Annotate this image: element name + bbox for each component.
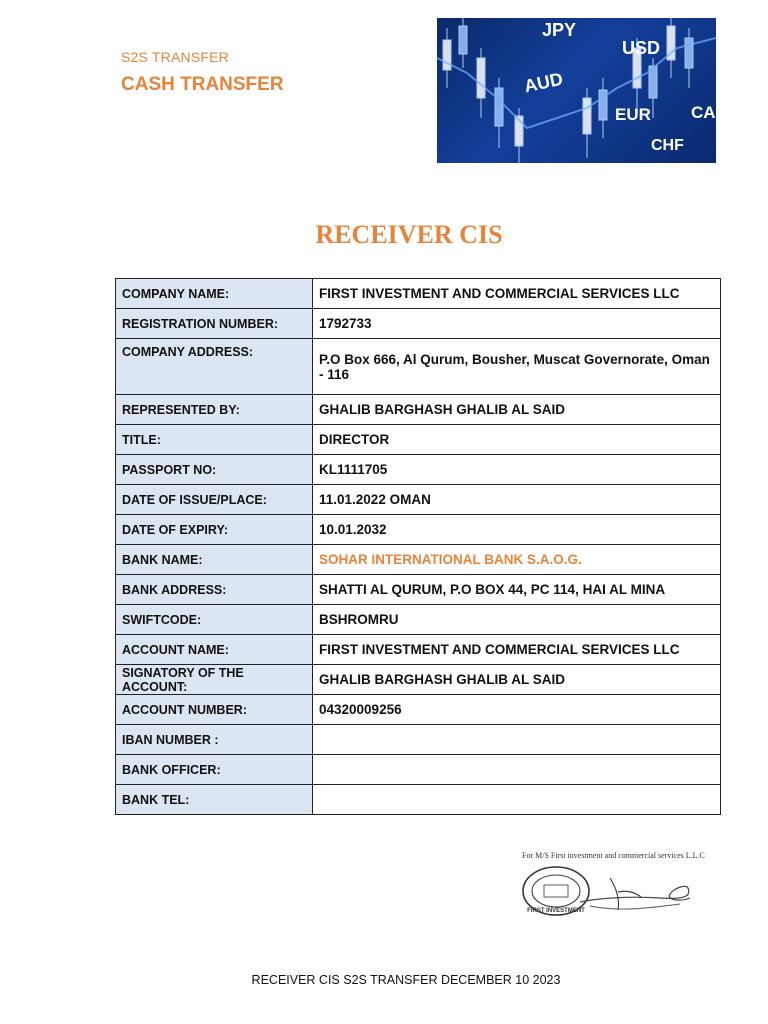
field-label: TITLE: xyxy=(116,425,313,455)
banner-label-chf: CHF xyxy=(651,137,684,154)
table-row xyxy=(116,395,721,425)
field-label: ACCOUNT NAME: xyxy=(116,635,313,665)
field-value: 04320009256 xyxy=(313,695,721,725)
banner-label-eur: EUR xyxy=(615,105,651,124)
field-label: ACCOUNT NUMBER: xyxy=(116,695,313,725)
field-value xyxy=(313,725,721,755)
field-value: DIRECTOR xyxy=(313,425,721,455)
document-title: RECEIVER CIS xyxy=(315,220,503,249)
table-row xyxy=(116,725,721,755)
table-row xyxy=(116,279,721,309)
table-row xyxy=(116,309,721,339)
field-label: REGISTRATION NUMBER: xyxy=(116,309,313,339)
field-value: GHALIB BARGHASH GHALIB AL SAID xyxy=(313,395,721,425)
field-label: DATE OF ISSUE/PLACE: xyxy=(116,485,313,515)
table-row xyxy=(116,755,721,785)
table-row xyxy=(116,605,721,635)
stamp-text: FIRST INVESTMENT xyxy=(527,908,585,914)
table-row xyxy=(116,515,721,545)
table-row xyxy=(116,339,721,395)
header-subtitle: S2S TRANSFER xyxy=(121,49,229,65)
field-label: IBAN NUMBER : xyxy=(116,725,313,755)
banner-label-usd: USD xyxy=(622,38,661,58)
table-row xyxy=(116,425,721,455)
field-value xyxy=(313,785,721,815)
field-value: P.O Box 666, Al Qurum, Bousher, Muscat Governorate, Oman - 116 xyxy=(313,339,721,395)
banner-label-ca: CA xyxy=(691,103,716,122)
field-label: COMPANY ADDRESS: xyxy=(116,339,313,395)
field-value: 10.01.2032 xyxy=(313,515,721,545)
field-value: BSHROMRU xyxy=(313,605,721,635)
field-value: FIRST INVESTMENT AND COMMERCIAL SERVICES LLC xyxy=(313,635,721,665)
field-label: SIGNATORY OF THE ACCOUNT: xyxy=(116,665,313,695)
field-label: BANK OFFICER: xyxy=(116,755,313,785)
receiver-cis-table xyxy=(115,278,721,815)
forex-banner-image xyxy=(437,18,716,163)
handwritten-signature xyxy=(570,868,700,918)
table-row xyxy=(116,695,721,725)
field-value: 11.01.2022 OMAN xyxy=(313,485,721,515)
field-label: REPRESENTED BY: xyxy=(116,395,313,425)
field-value: SHATTI AL QURUM, P.O BOX 44, PC 114, HAI AL MINA xyxy=(313,575,721,605)
table-row xyxy=(116,455,721,485)
table-row xyxy=(116,665,721,695)
field-value: KL1111705 xyxy=(313,455,721,485)
field-label: BANK TEL: xyxy=(116,785,313,815)
table-row xyxy=(116,575,721,605)
field-label: PASSPORT NO: xyxy=(116,455,313,485)
field-label: SWIFTCODE: xyxy=(116,605,313,635)
table-row xyxy=(116,485,721,515)
banner-label-jpy: JPY xyxy=(542,20,577,40)
footer-text: RECEIVER CIS S2S TRANSFER DECEMBER 10 2023 xyxy=(251,973,561,987)
field-label: BANK ADDRESS: xyxy=(116,575,313,605)
banner-label-aud: AUD xyxy=(522,68,565,97)
field-label: BANK NAME: xyxy=(116,545,313,575)
field-label: COMPANY NAME: xyxy=(116,279,313,309)
field-value xyxy=(313,755,721,785)
field-value: 1792733 xyxy=(313,309,721,339)
signature-caption: For M/S First investment and commercial services L.L.C xyxy=(522,851,705,860)
field-value: SOHAR INTERNATIONAL BANK S.A.O.G. xyxy=(313,545,721,575)
field-value: FIRST INVESTMENT AND COMMERCIAL SERVICES LLC xyxy=(313,279,721,309)
header-title: CASH TRANSFER xyxy=(121,74,284,95)
field-value: GHALIB BARGHASH GHALIB AL SAID xyxy=(313,665,721,695)
table-row xyxy=(116,785,721,815)
field-label: DATE OF EXPIRY: xyxy=(116,515,313,545)
table-row xyxy=(116,635,721,665)
table-row xyxy=(116,545,721,575)
